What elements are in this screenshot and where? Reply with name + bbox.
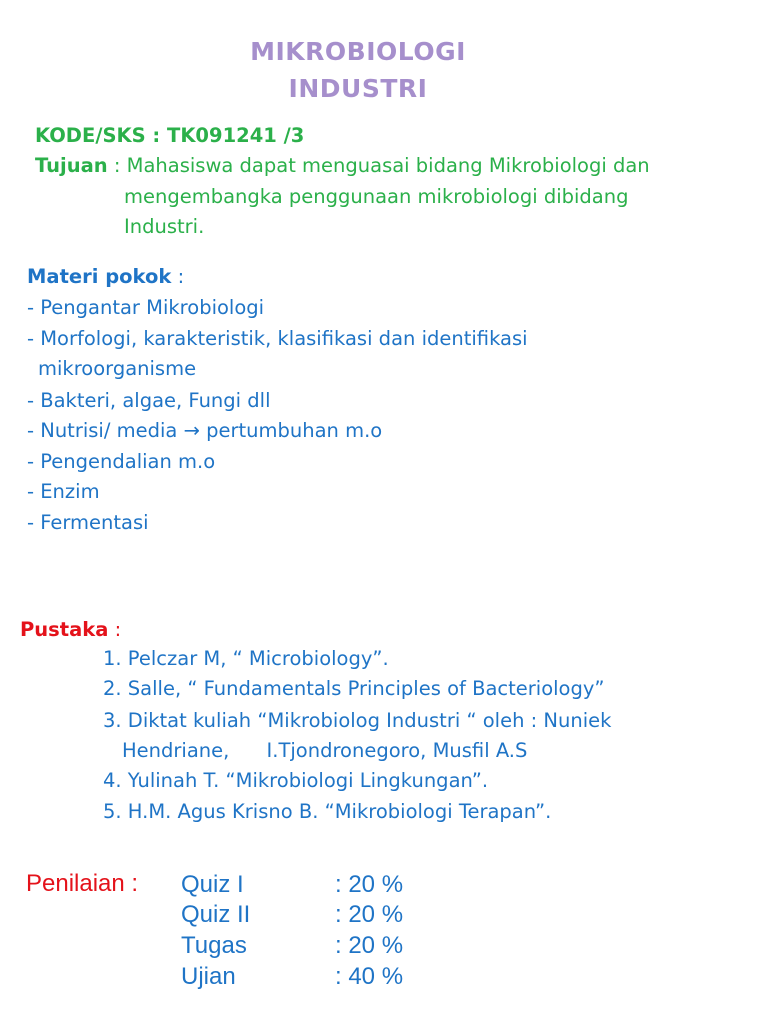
tujuan-sep: : bbox=[107, 154, 127, 177]
materi-item: - Pengantar Mikrobiologi bbox=[27, 296, 265, 319]
penilaian-item-name: Ujian bbox=[181, 963, 236, 990]
penilaian-label: Penilaian bbox=[26, 870, 125, 897]
slide-title bbox=[0, 33, 716, 107]
materi-item: - Nutrisi/ media → pertumbuhan m.o bbox=[27, 419, 383, 442]
penilaian-item-value: : 20 % bbox=[335, 932, 404, 959]
materi-label: Materi pokok bbox=[27, 265, 172, 288]
pustaka-item: 1. Pelczar M, “ Microbiology”. bbox=[103, 647, 389, 670]
penilaian-item-value: : 40 % bbox=[335, 963, 404, 990]
pustaka-label: Pustaka bbox=[20, 618, 109, 641]
materi-item: - Enzim bbox=[27, 480, 100, 503]
pustaka-item: 3. Diktat kuliah “Mikrobiolog Industri “ oleh : Nuniek bbox=[103, 709, 612, 732]
pustaka-sep: : bbox=[108, 618, 122, 641]
materi-item: - Morfologi, karakteristik, klasifikasi dan identifikasi bbox=[27, 327, 528, 350]
pustaka-item: 2. Salle, “ Fundamentals Principles of Bacteriology” bbox=[103, 677, 605, 700]
pustaka-heading bbox=[20, 618, 121, 641]
kode-sks: KODE/SKS : TK091241 /3 bbox=[35, 124, 305, 147]
tujuan-label: Tujuan bbox=[35, 154, 108, 177]
materi-sep: : bbox=[171, 265, 185, 288]
penilaian-item-name: Quiz II bbox=[181, 901, 251, 928]
penilaian-item-name: Tugas bbox=[181, 932, 247, 959]
tujuan-line-1 bbox=[35, 154, 650, 177]
materi-item: - Fermentasi bbox=[27, 511, 149, 534]
penilaian-item-value: : 20 % bbox=[335, 901, 404, 928]
tujuan-text-2: mengembangka penggunaan mikrobiologi dibidang bbox=[124, 185, 629, 208]
pustaka-item: 5. H.M. Agus Krisno B. “Mikrobiologi Terapan”. bbox=[103, 800, 552, 823]
penilaian-sep: : bbox=[124, 870, 139, 897]
materi-heading bbox=[27, 265, 184, 288]
pustaka-item: Hendriane, I.Tjondronegoro, Musfil A.S bbox=[122, 739, 528, 762]
tujuan-text-1: Mahasiswa dapat menguasai bidang Mikrobiologi dan bbox=[126, 154, 650, 177]
title-line-1: MIKROBIOLOGI bbox=[250, 37, 466, 66]
materi-item: - Pengendalian m.o bbox=[27, 450, 216, 473]
penilaian-item-value: : 20 % bbox=[335, 871, 404, 898]
materi-item: - Bakteri, algae, Fungi dll bbox=[27, 389, 271, 412]
pustaka-item: 4. Yulinah T. “Mikrobiologi Lingkungan”. bbox=[103, 769, 489, 792]
title-line-2: INDUSTRI bbox=[288, 74, 428, 103]
penilaian-heading bbox=[26, 870, 138, 898]
penilaian-item-name: Quiz I bbox=[181, 871, 244, 898]
tujuan-text-3: Industri. bbox=[124, 215, 205, 238]
materi-item: mikroorganisme bbox=[38, 357, 197, 380]
